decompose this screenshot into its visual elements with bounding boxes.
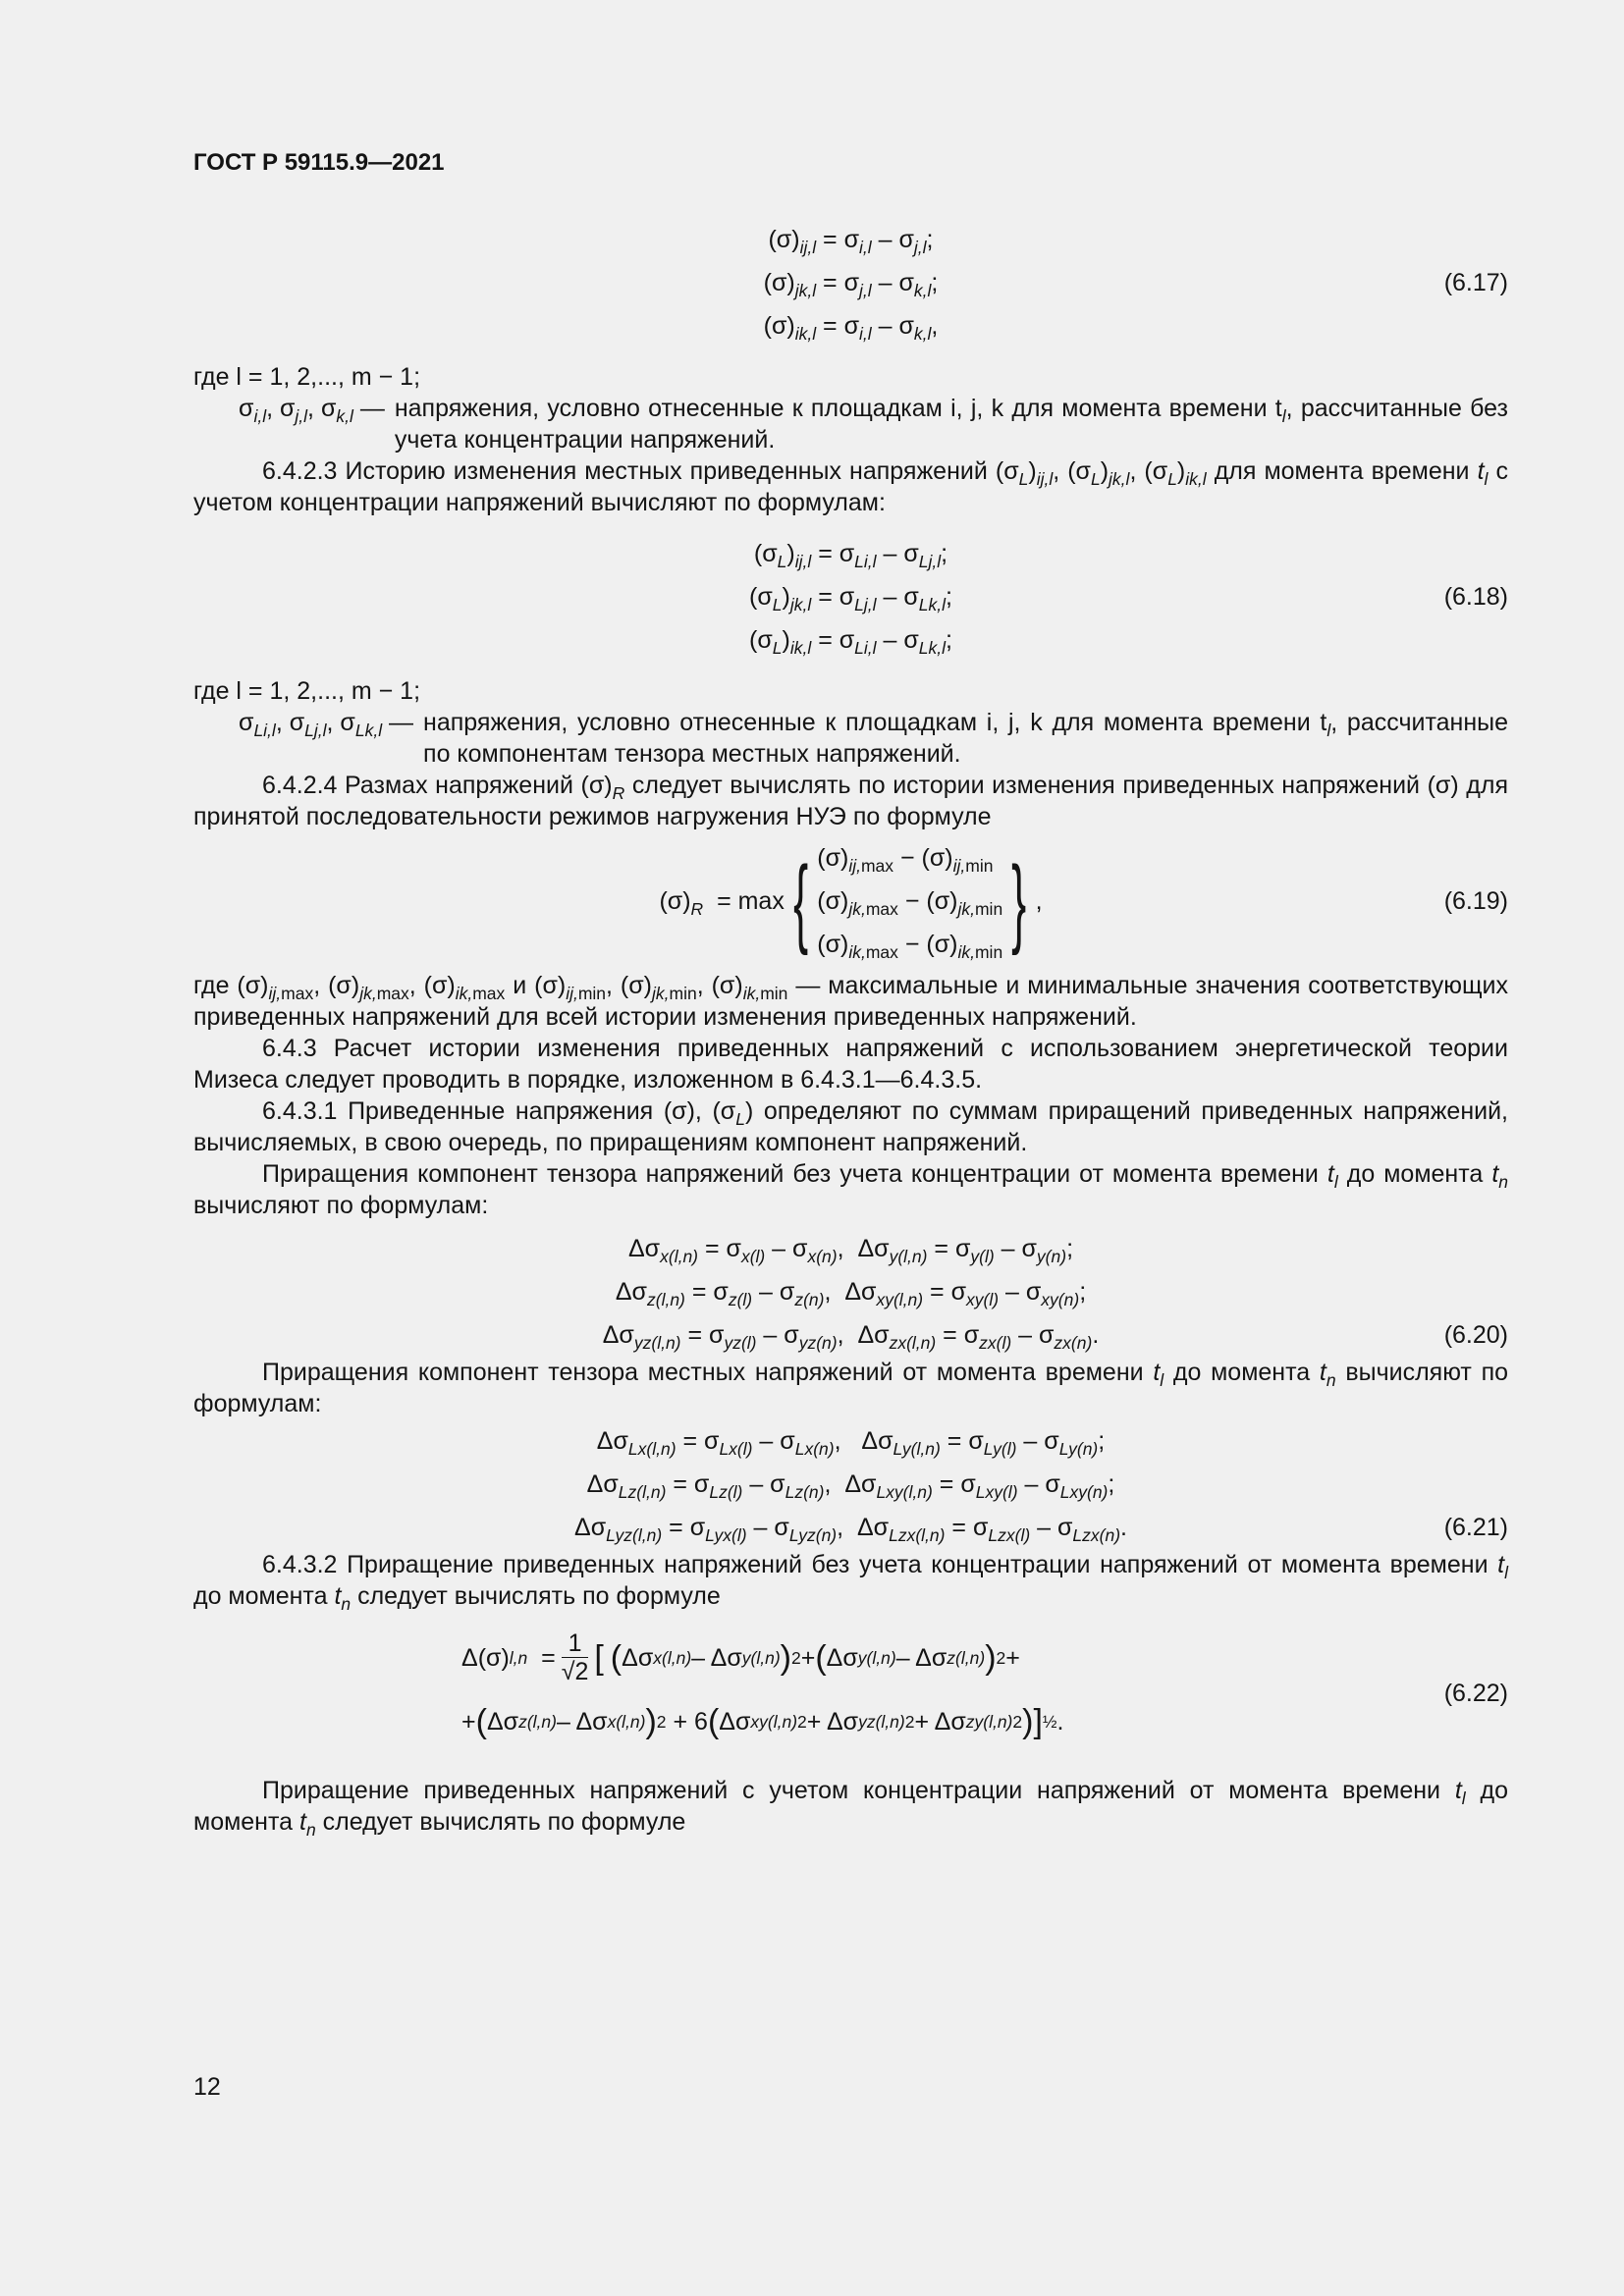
- paragraph-local-increment: Приращение приведенных напряжений с учетом концентрации напряжений от момента времени $t_l$ до момента $t_n$ следует вычислять по формуле: [193, 1777, 1508, 1840]
- definition-tail: , рассчитанные по компонентам тензора местных напряжений.: [423, 709, 1509, 768]
- paragraph-6-4-3-2: 6.4.3.2 Приращение приведенных напряжений без учета концентрации напряжений от момента времени $t_l$ до момента $t_n$ следует вычислять по формуле: [193, 1551, 1508, 1614]
- paragraph-6-4-2-3: 6.4.2.3 Историю изменения местных приведенных напряжений $(\sigma_L)_{ij,l}$, $(\sigma_L)_{jk,l}$, $(\sigma_L)_{ik,l}$ для момента времени $t_l$ с учетом концентрации напряжений вычисляют по формулам:: [193, 457, 1508, 516]
- equation-6-18: $(\sigma_L)_{ij,l} = \sigma_{Li,l} - \sigma_{Lj,l}$; $(\sigma_L)_{jk,l} = \sigma_{Lj,l} - \sigma_{Lk,l}$; $(\sigma_L)_{ik,l} = \sigma_{Li,l} - \sigma_{Lk,l}$; (6.18): [749, 540, 1508, 658]
- page-body: [193, 147, 1508, 1838]
- paragraph-6-4-3-1: 6.4.3.1 Приведенные напряжения (σ), $(\sigma_L)$ определяют по суммам приращений приведенных напряжений, вычисляемых, в свою очередь, по приращениям компонент напряжений.: [193, 1097, 1508, 1156]
- document-header: ГОСТ Р 59115.9—2021: [193, 149, 445, 176]
- equation-number: (6.21): [1443, 1514, 1508, 1541]
- page-number: 12: [193, 2073, 221, 2101]
- paragraph-6-4-3: 6.4.3 Расчет истории изменения приведенных напряжений с использованием энергетической теории Мизеса следует проводить в порядке, изложенном в 6.4.3.1—6.4.3.5.: [193, 1035, 1508, 1094]
- definition-tail: , рассчитанные без учета концентрации напряжений.: [394, 395, 1508, 454]
- equation-6-20: $\Delta\sigma_{x(l,n)} = \sigma_{x(l)} - \sigma_{x(n)}$, $\Delta\sigma_{y(l,n)} = \sigma_{y(l)} - \sigma_{y(n)}$; $\Delta\sigma_{z(l,n)} = \sigma_{z(l)} - \sigma_{z(n)}$, $\Delta\sigma_{xy(l,n)} = \sigma_{xy(l)} - \sigma_{xy(n)}$; $\Delta\sigma_{yz(l,n)} = \sigma_{yz(l)} - \sigma_{yz(n)}$, $\Delta\sigma_{zx(l,n)} = \sigma_{zx(l)} - \sigma_{zx(n)}$. (6.20): [193, 1227, 1508, 1357]
- definition-text: напряжения, условно отнесенные к площадкам i, j, k для момента времени t: [423, 709, 1327, 736]
- paragraph-6-4-2-4: 6.4.2.4 Размах напряжений $(\sigma)_R$ следует вычислять по истории изменения приведенных напряжений (σ) для принятой последовательности режимов нагружения НУЭ по формуле: [193, 772, 1508, 830]
- equation-number: (6.18): [1443, 583, 1508, 611]
- equation-number: (6.17): [1443, 269, 1508, 296]
- where-clause: где l = 1, 2,..., m − 1;: [193, 363, 421, 391]
- equation-number: (6.19): [1443, 887, 1508, 915]
- definition: $\sigma_{i,l}$, $\sigma_{j,l}$, $\sigma_{k,l}$ — напряжения, условно отнесенные к площадкам i, j, k для момента времени $t_l$, рассчитанные без учета концентрации напряжений.: [239, 395, 1508, 454]
- equation-number: (6.20): [1443, 1321, 1508, 1349]
- where-clause: где l = 1, 2,..., m − 1;: [193, 677, 421, 705]
- equation-6-19: $(\sigma)_R = \max$ { $(\sigma)_{ij,max} - (\sigma)_{ij,min}$ $(\sigma)_{jk,max} - (\sigma)_{jk,min}$ $(\sigma)_{ik,max} - (\sigma)_{ik,min}$ } , (6.19): [659, 844, 1508, 962]
- definition: $\sigma_{Li,l}$, $\sigma_{Lj,l}$, $\sigma_{Lk,l}$ — напряжения, условно отнесенные к площадкам i, j, k для момента времени $t_l$, рассчитанные по компонентам тензора местных напряжений.: [239, 709, 1509, 768]
- paragraph-increments-2: Приращения компонент тензора местных напряжений от момента времени $t_l$ до момента $t_n$ вычисляют по формулам:: [193, 1359, 1509, 1417]
- where-clause-6-19: где $(\sigma)_{ij,max}$, $(\sigma)_{jk,max}$, $(\sigma)_{ik,max}$ и $(\sigma)_{ij,min}$, $(\sigma)_{jk,min}$, $(\sigma)_{ik,min}$ — максимальные и минимальные значения соответствующих приведенных напряжений для всей истории изменения приведенных напряжений.: [193, 972, 1508, 1031]
- definition-text: напряжения, условно отнесенные к площадкам i, j, k для момента времени t: [394, 395, 1282, 422]
- equation-6-17: $(\sigma)_{ij,l} = \sigma_{i,l} - \sigma_{j,l}$; $(\sigma)_{jk,l} = \sigma_{j,l} - \sigma_{k,l}$; $(\sigma)_{ik,l} = \sigma_{i,l} - \sigma_{k,l}$, (6.17): [763, 226, 1508, 344]
- paragraph-increments-1: Приращения компонент тензора напряжений без учета концентрации от момента времени $t_l$ до момента $t_n$ вычисляют по формулам:: [193, 1160, 1508, 1219]
- equation-6-22: Δ(σ) l,n = 1 √2 [ ( Δσ x(l,n) – Δσ y(l,n) ) 2 + ( Δσ y(l,n) – Δσ z(l,n) ) 2 + + ( Δσ z(l,n) – Δσ x(l,n) ) 2 + 6 ( Δσ xy(l,n) 2 + Δσ yz(l,n) 2 + Δσ zy(l,n) 2 ) ] ½ . (6.22): [461, 1629, 1508, 1740]
- equation-number: (6.22): [1443, 1680, 1508, 1707]
- equation-6-21: $\Delta\sigma_{Lx(l,n)} = \sigma_{Lx(l)} - \sigma_{Lx(n)}$, $\Delta\sigma_{Ly(l,n)} = \sigma_{Ly(l)} - \sigma_{Ly(n)}$; $\Delta\sigma_{Lz(l,n)} = \sigma_{Lz(l)} - \sigma_{Lz(n)}$, $\Delta\sigma_{Lxy(l,n)} = \sigma_{Lxy(l)} - \sigma_{Lxy(n)}$; $\Delta\sigma_{Lyz(l,n)} = \sigma_{Lyx(l)} - \sigma_{Lyz(n)}$, $\Delta\sigma_{Lzx(l,n)} = \sigma_{Lzx(l)} - \sigma_{Lzx(n)}$. (6.21): [193, 1419, 1508, 1549]
